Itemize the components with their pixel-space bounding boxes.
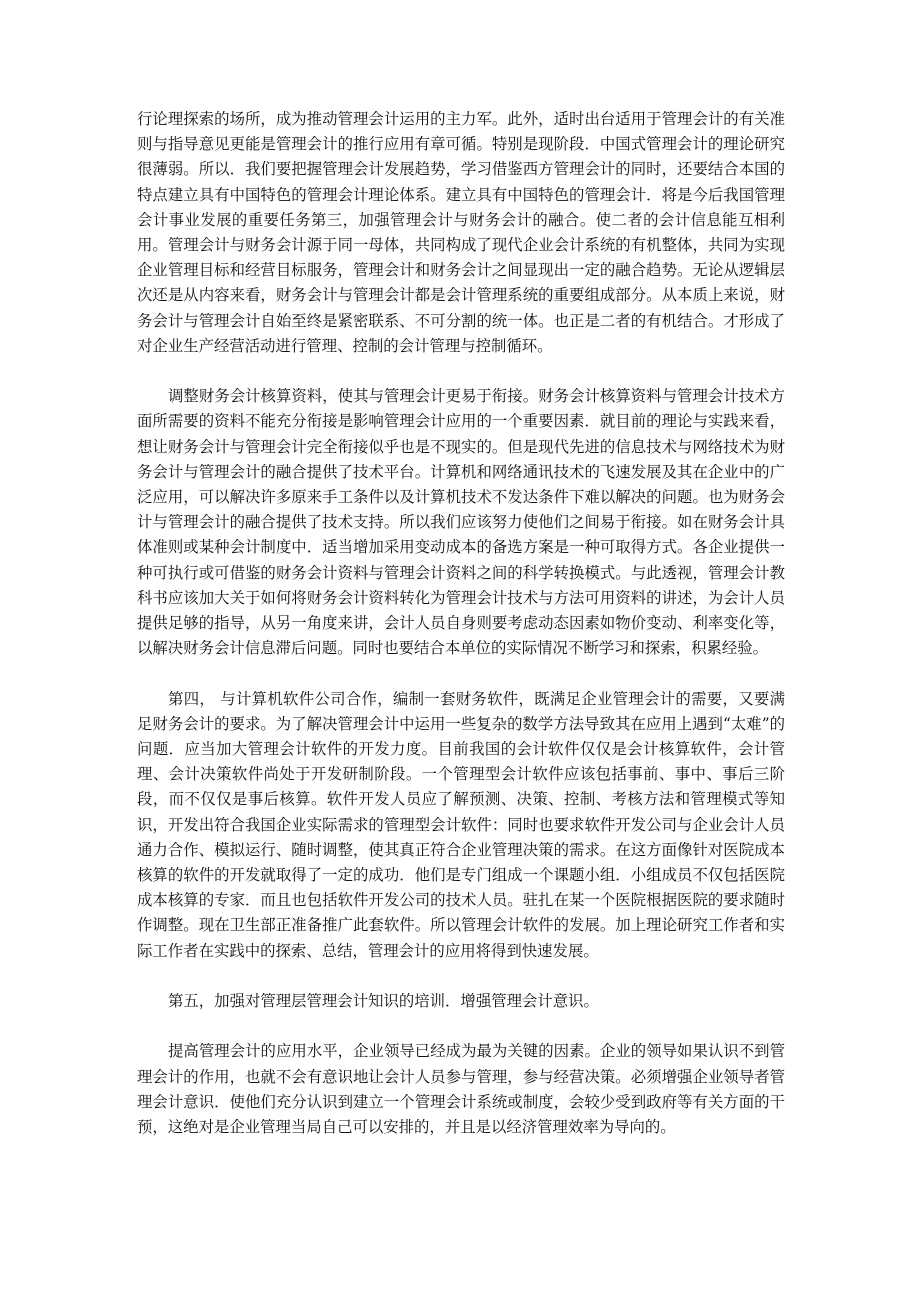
paragraph-3: 第四， 与计算机软件公司合作，编制一套财务软件，既满足企业管理会计的需要，又要满足财务会计的要求。为了解决管理会计中运用一些复杂的数学方法导致其在应用上遇到“太难”的问题．应当加大管理会计软件的开发力度。目前我国的会计软件仅仅是会计核算软件，会计管理、会计决策软件尚处于开发研制阶段。一个管理型会计软件应该包括事前、事中、事后三阶段，而不仅仅是事后核算。软件开发人员应了解预测、决策、控制、考核方法和管理模式等知识，开发出符合我国企业实际需求的管理型会计软件：同时也要求软件开发公司与企业会计人员通力合作、模拟运行、随时调整，使其真正符合企业管理决策的需求。在这方面像针对医院成本核算的软件的开发就取得了一定的成功．他们是专门组成一个课题小组．小组成员不仅包括医院成本核算的专家．而且也包括软件开发公司的技术人员。驻扎在某一个医院根据医院的要求随时作调整。现在卫生部正准备推广此套软件。所以管理会计软件的发展。加上理论研究工作者和实际工作者在实践中的探索、总结，管理会计的应用将得到快速发展。	[137, 689, 785, 960]
paragraph-2: 调整财务会计核算资料，使其与管理会计更易于衔接。财务会计核算资料与管理会计技术方面所需要的资料不能充分衔接是影响管理会计应用的一个重要因素．就目前的理论与实践来看，想让财务会计与管理会计完全衔接似乎也是不现实的。但是现代先进的信息技术与网络技术为财务会计与管理会计的融合提供了技术平台。计算机和网络通讯技术的飞速发展及其在企业中的广泛应用，可以解决许多原来手工条件以及计算机技术不发达条件下难以解决的问题。也为财务会计与管理会计的融合提供了技术支持。所以我们应该努力使他们之间易于衔接。如在财务会计具体准则或某种会计制度中．适当增加采用变动成本的备选方案是一种可取得方式。各企业提供一种可执行或可借鉴的财务会计资料与管理会计资料之间的科学转换模式。与此透视，管理会计教科书应该加大关于如何将财务会计资料转化为管理会计技术与方法可用资料的讲述，为会计人员提供足够的指导，从另一角度来讲，会计人员自身则要考虑动态因素如物价变动、利率变化等，以解决财务会计信息滞后问题。同时也要结合本单位的实际情况不断学习和探索，积累经验。	[137, 387, 785, 658]
paragraph-5: 提高管理会计的应用水平，企业领导已经成为最为关键的因素。企业的领导如果认识不到管理会计的作用，也就不会有意识地让会计人员参与管理，参与经营决策。必须增强企业领导者管理会计意识．使他们充分认识到建立一个管理会计系统或制度，会较少受到政府等有关方面的干预，这绝对是企业管理当局自己可以安排的，并且是以经济管理效率为导向的。	[137, 1042, 785, 1137]
paragraph-4: 第五，加强对管理层管理会计知识的培训．增强管理会计意识。	[168, 992, 599, 1011]
document-body	[137, 107, 785, 1165]
paragraph-1: 行论理探索的场所，成为推动管理会计运用的主力军。此外，适时出台适用于管理会计的有关准则与指导意见更能是管理会计的推行应用有章可循。特别是现阶段．中国式管理会计的理论研究很薄弱。所以．我们要把握管理会计发展趋势，学习借鉴西方管理会计的同时，还要结合本国的特点建立具有中国特色的管理会计理论体系。建立具有中国特色的管理会计．将是今后我国管理会计事业发展的重要任务第三，加强管理会计与财务会计的融合。使二者的会计信息能互相利用。管理会计与财务会计源于同一母体，共同构成了现代企业会计系统的有机整体，共同为实现企业管理目标和经营目标服务，管理会计和财务会计之间显现出一定的融合趋势。无论从逻辑层次还是从内容来看，财务会计与管理会计都是会计管理系统的重要组成部分。从本质上来说，财务会计与管理会计自始至终是紧密联系、不可分割的统一体。也正是二者的有机结合。才形成了对企业生产经营活动进行管理、控制的会计管理与控制循环。	[137, 110, 785, 355]
